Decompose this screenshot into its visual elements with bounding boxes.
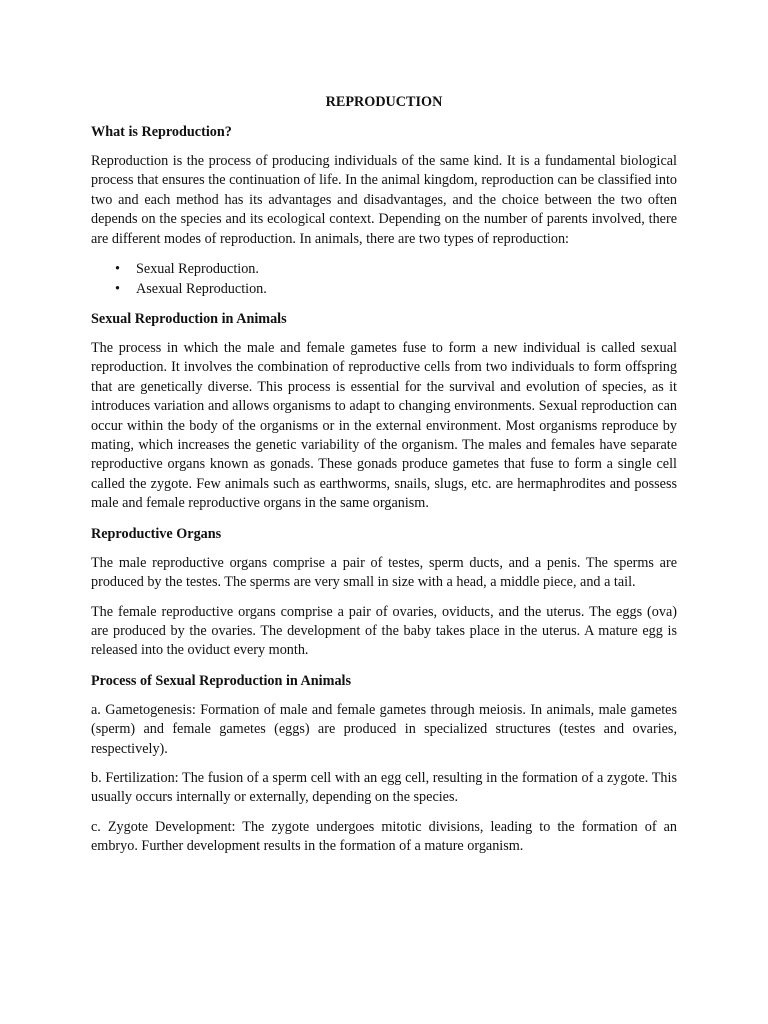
paragraph-male-organs: The male reproductive organs comprise a pair of testes, sperm ducts, and a penis. The sperms are produced by the testes. The sperms are very small in size with a head, a middle piece, and a tail. [91, 554, 677, 591]
paragraph-sexual-reproduction: The process in which the male and female gametes fuse to form a new individual is called sexual reproduction. It involves the combination of reproductive cells from two individuals to form offspring that are genetically diverse. This process is essential for the survival and evolution of species, as it introduces variation and allows organisms to adapt to changing environments. Sexual reproduction can occur within the body of the organisms or in the external environment. Most organisms reproduce by mating, which increases the genetic variability of the organism. The males and females have separate reproductive organs known as gonads. These gonads produce gametes that fuse to form a single cell called the zygote. Few animals such as earthworms, snails, slugs, etc. are hermaphrodites and possess male and female reproductive organs in the same organism. [91, 340, 677, 512]
list-item [91, 279, 677, 299]
paragraph-zygote-development: c. Zygote Development: The zygote undergoes mitotic divisions, leading to the formation of an embryo. Further development results in the formation of a mature organism. [91, 818, 677, 855]
list-item-text: Sexual Reproduction. [136, 261, 259, 278]
paragraph-gametogenesis: a. Gametogenesis: Formation of male and female gametes through meiosis. In animals, male gametes (sperm) and female gametes (eggs) are produced in specialized structures (testes and ovaries, respectively). [91, 701, 677, 757]
heading-process: Process of Sexual Reproduction in Animals [91, 672, 351, 689]
paragraph-female-organs: The female reproductive organs comprise a pair of ovaries, oviducts, and the uterus. The eggs (ova) are produced by the ovaries. The development of the baby takes place in the uterus. A mature egg is released into the oviduct every month. [91, 603, 677, 659]
reproduction-types-list [91, 259, 677, 299]
heading-what-is-reproduction: What is Reproduction? [91, 124, 232, 140]
paragraph-fertilization: b. Fertilization: The fusion of a sperm cell with an egg cell, resulting in the formation of a zygote. This usually occurs internally or externally, depending on the species. [91, 769, 677, 806]
bullet-icon: • [115, 281, 120, 298]
list-item [91, 259, 677, 279]
document-title: REPRODUCTION [325, 94, 443, 110]
document-page [91, 92, 677, 867]
heading-reproductive-organs: Reproductive Organs [91, 525, 222, 542]
paragraph-what-is-reproduction: Reproduction is the process of producing individuals of the same kind. It is a fundamental biological process that ensures the continuation of life. In the animal kingdom, reproduction can be classified into two and each method has its advantages and disadvantages, and the choice between the two often depends on the species and its ecological context. Depending on the number of parents involved, there are different modes of reproduction. In animals, there are two types of reproduction: [91, 153, 677, 247]
bullet-icon: • [115, 261, 120, 278]
heading-sexual-reproduction: Sexual Reproduction in Animals [91, 311, 287, 328]
list-item-text: Asexual Reproduction. [136, 281, 267, 298]
